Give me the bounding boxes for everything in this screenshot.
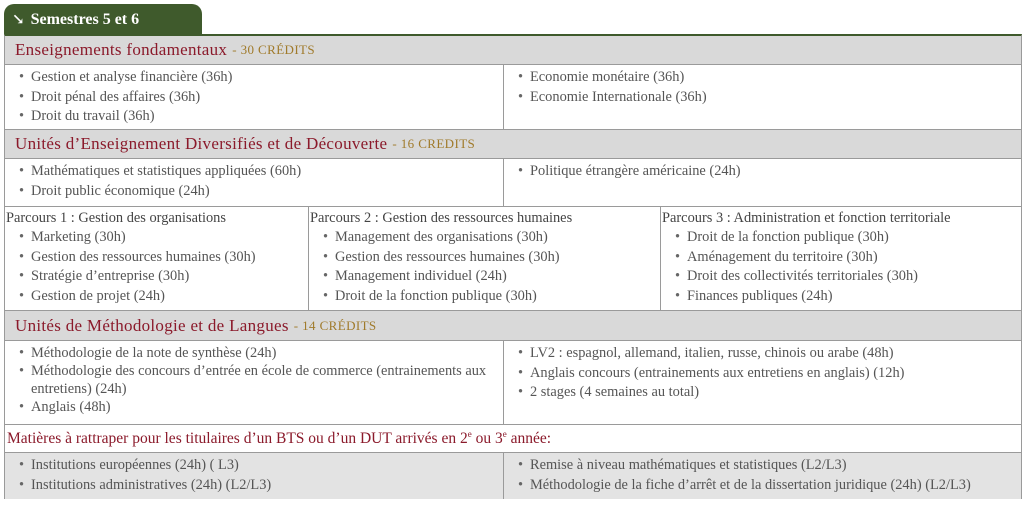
parcours-title: Parcours 1 : Gestion des organisations [6,210,226,226]
list-item: • Droit de la fonction publique (30h) [661,228,1021,248]
list-item: • Management des organisations (30h) [309,228,660,248]
list-item: • Gestion des ressources humaines (30h) [5,248,308,268]
fondamentaux-right-list [504,65,1021,107]
list-item: • Economie Internationale (36h) [504,88,1021,108]
list-item: • Mathématiques et statistiques appliquées (60h) [5,162,503,182]
fondamentaux-row [5,65,1021,130]
section-header-methodologie [5,311,1021,341]
list-item: • Méthodologie de la note de synthèse (24h) [5,344,503,362]
semester-tab-label: Semestres 5 et 6 [30,10,140,28]
list-item: • Droit de la fonction publique (30h) [309,287,660,307]
list-item: • Stratégie d’entreprise (30h) [5,267,308,287]
section-title: Unités d’Enseignement Diversifiés et de Découverte [15,134,388,153]
section-title: Unités de Méthodologie et de Langues [15,315,289,335]
fondamentaux-left-list [5,65,503,127]
list-item: • Marketing (30h) [5,228,308,248]
parcours-3 [661,207,1021,310]
section-credits: - 30 CRÉDITS [232,42,316,57]
list-item: • Management individuel (24h) [309,267,660,287]
section-credits: - 14 CRÉDITS [293,317,377,333]
list-item: • Institutions administratives (24h) (L2/L3) [5,476,503,496]
list-item: • Droit public économique (24h) [5,182,503,202]
section-header-diversifies [5,130,1021,159]
diversifies-row [5,159,1021,207]
methodologie-right-list [504,341,1021,403]
section-credits: - 16 CREDITS [392,136,476,151]
list-item: • Remise à niveau mathématiques et statistiques (L2/L3) [504,456,1021,476]
list-item: • Gestion et analyse financière (36h) [5,68,503,88]
parcours-title: Parcours 3 : Administration et fonction territoriale [662,210,951,226]
list-item: • Gestion de projet (24h) [5,287,308,307]
list-item: • Gestion des ressources humaines (30h) [309,248,660,268]
section-header-fondamentaux [5,36,1021,65]
parcours-2 [309,207,661,310]
diversifies-left-list [5,159,503,201]
list-item: • Droit du travail (36h) [5,107,503,127]
list-item: • Anglais concours (entrainements aux entretiens en anglais) (12h) [504,364,1021,384]
section-title: Enseignements fondamentaux [15,40,228,59]
list-item: • Méthodologie de la fiche d’arrêt et de la dissertation juridique (24h) (L2/L3) [504,476,1021,496]
list-item: • 2 stages (4 semaines au total) [504,383,1021,403]
parcours-row [5,207,1021,311]
parcours-title: Parcours 2 : Gestion des ressources humaines [310,210,573,226]
list-item: • LV2 : espagnol, allemand, italien, russe, chinois ou arabe (48h) [504,344,1021,364]
list-item: • Droit des collectivités territoriales (30h) [661,267,1021,287]
methodologie-row [5,341,1021,425]
rattrapage-header [5,425,1021,453]
list-item: • Finances publiques (24h) [661,287,1021,307]
list-item: • Méthodologie des concours d’entrée en école de commerce (entrainements aux entretiens) (24h) [5,362,503,398]
list-item: • Anglais (48h) [5,398,503,416]
rattrapage-row [5,453,1021,499]
list-item: • Aménagement du territoire (30h) [661,248,1021,268]
rattrapage-left-list [5,453,503,495]
list-item: • Politique étrangère américaine (24h) [504,162,1021,182]
diversifies-right-list [504,159,1021,182]
rattrapage-right-list [504,453,1021,495]
list-item: • Droit pénal des affaires (36h) [5,88,503,108]
arrow-down-right-icon: ↘ [12,12,25,28]
parcours-1 [5,207,309,310]
semester-tab [4,4,202,35]
list-item: • Economie monétaire (36h) [504,68,1021,88]
curriculum-table [4,34,1022,499]
list-item: • Institutions européennes (24h) ( L3) [5,456,503,476]
methodologie-left-list [5,341,503,416]
rattrapage-title: Matières à rattraper pour les titulaires d’un BTS ou d’un DUT arrivés en 2e ou 3e année: [7,428,552,448]
